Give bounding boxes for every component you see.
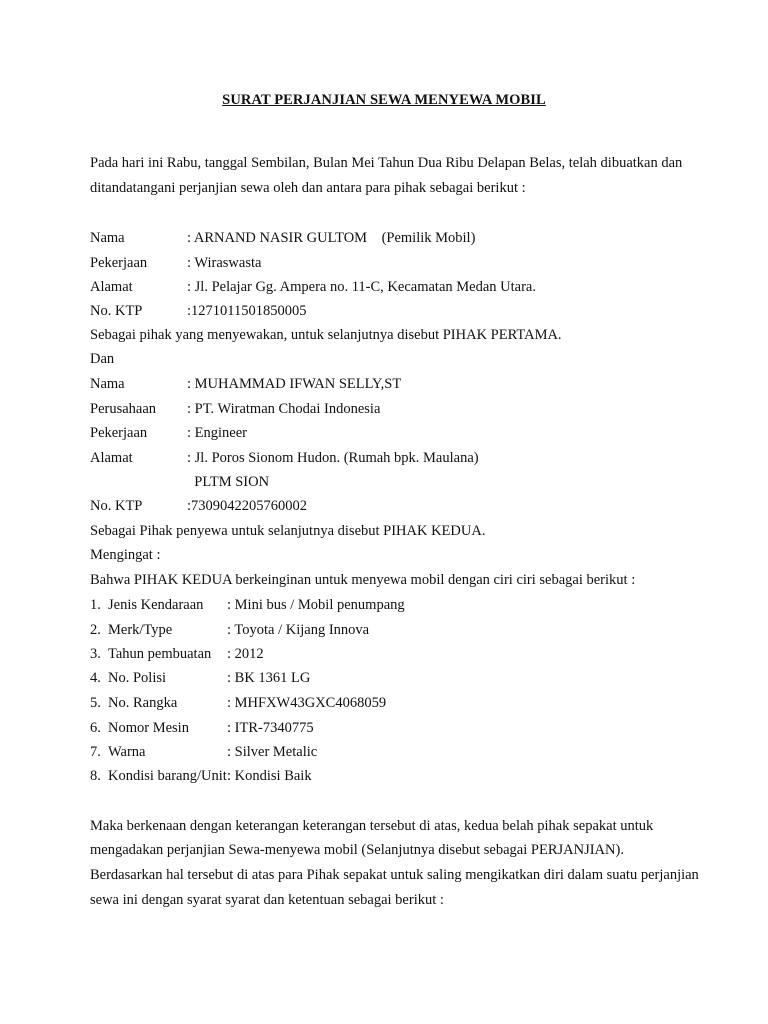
maka-line-4: sewa ini dengan syarat syarat dan ketentuan sebagai berikut : (90, 892, 444, 908)
item-number: 2. (90, 622, 101, 638)
item-label: Warna (108, 744, 146, 760)
item-value: : Toyota / Kijang Innova (227, 622, 370, 638)
field-value: : Engineer (187, 425, 247, 441)
item-number: 7. (90, 744, 101, 760)
item-number: 5. (90, 695, 101, 711)
field-label: Alamat (90, 450, 133, 466)
bahwa-text: Bahwa PIHAK KEDUA berkeinginan untuk menyewa mobil dengan ciri ciri sebagai berikut : (90, 572, 636, 588)
maka-line-3: Berdasarkan hal tersebut di atas para Pihak sepakat untuk saling mengikatkan diri dalam suatu perjanjian (90, 867, 699, 883)
item-label: Merk/Type (108, 622, 173, 638)
field-value: : Jl. Pelajar Gg. Ampera no. 11-C, Kecamatan Medan Utara. (187, 279, 536, 295)
item-value: : Mini bus / Mobil penumpang (227, 597, 405, 613)
field-label: Perusahaan (90, 401, 157, 417)
item-number: 3. (90, 646, 101, 662)
item-number: 1. (90, 597, 101, 613)
field-value: : MUHAMMAD IFWAN SELLY,ST (187, 376, 402, 392)
field-value: : PT. Wiratman Chodai Indonesia (187, 401, 381, 417)
item-label: Tahun pembuatan (108, 646, 212, 662)
field-label: No. KTP (90, 303, 143, 319)
item-number: 8. (90, 768, 101, 784)
mengingat-text: Mengingat : (90, 547, 161, 563)
field-value: :1271011501850005 (187, 303, 307, 319)
item-label: Kondisi barang/Unit (108, 768, 227, 784)
field-value: : Wiraswasta (187, 255, 262, 271)
pihak-kedua-closing: Sebagai Pihak penyewa untuk selanjutnya disebut PIHAK KEDUA. (90, 523, 486, 539)
item-value: : Silver Metalic (227, 744, 318, 760)
field-value: : ARNAND NASIR GULTOM (Pemilik Mobil) (187, 230, 476, 246)
item-value: : Kondisi Baik (227, 768, 312, 784)
field-label: Nama (90, 230, 125, 246)
field-value: : Jl. Poros Sionom Hudon. (Rumah bpk. Maulana) (187, 450, 479, 466)
item-label: Nomor Mesin (108, 720, 189, 736)
item-number: 4. (90, 670, 101, 686)
intro-line-2: ditandatangani perjanjian sewa oleh dan antara para pihak sebagai berikut : (90, 180, 526, 196)
field-label: No. KTP (90, 498, 143, 514)
maka-line-2: mengadakan perjanjian Sewa-menyewa mobil (Selanjutnya disebut sebagai PERJANJIAN). (90, 842, 624, 858)
field-label: Nama (90, 376, 125, 392)
item-value: : 2012 (227, 646, 264, 662)
item-value: : BK 1361 LG (227, 670, 311, 686)
field-value: :7309042205760002 (187, 498, 308, 514)
item-label: No. Polisi (108, 670, 167, 686)
maka-line-1: Maka berkenaan dengan keterangan keterangan tersebut di atas, kedua belah pihak sepakat untuk (90, 818, 654, 834)
document-title: SURAT PERJANJIAN SEWA MENYEWA MOBIL (222, 92, 546, 108)
item-label: Jenis Kendaraan (108, 597, 204, 613)
item-value: : MHFXW43GXC4068059 (227, 695, 387, 711)
field-label: Pekerjaan (90, 425, 148, 441)
item-label: No. Rangka (108, 695, 178, 711)
field-label: Alamat (90, 279, 133, 295)
intro-line-1: Pada hari ini Rabu, tanggal Sembilan, Bulan Mei Tahun Dua Ribu Delapan Belas, telah dibuatkan dan (90, 155, 683, 171)
field-label: Pekerjaan (90, 255, 148, 271)
dan-text: Dan (90, 351, 115, 367)
pihak-pertama-closing: Sebagai pihak yang menyewakan, untuk selanjutnya disebut PIHAK PERTAMA. (90, 327, 562, 343)
item-number: 6. (90, 720, 101, 736)
field-value: PLTM SION (187, 474, 270, 490)
item-value: : ITR-7340775 (227, 720, 314, 736)
